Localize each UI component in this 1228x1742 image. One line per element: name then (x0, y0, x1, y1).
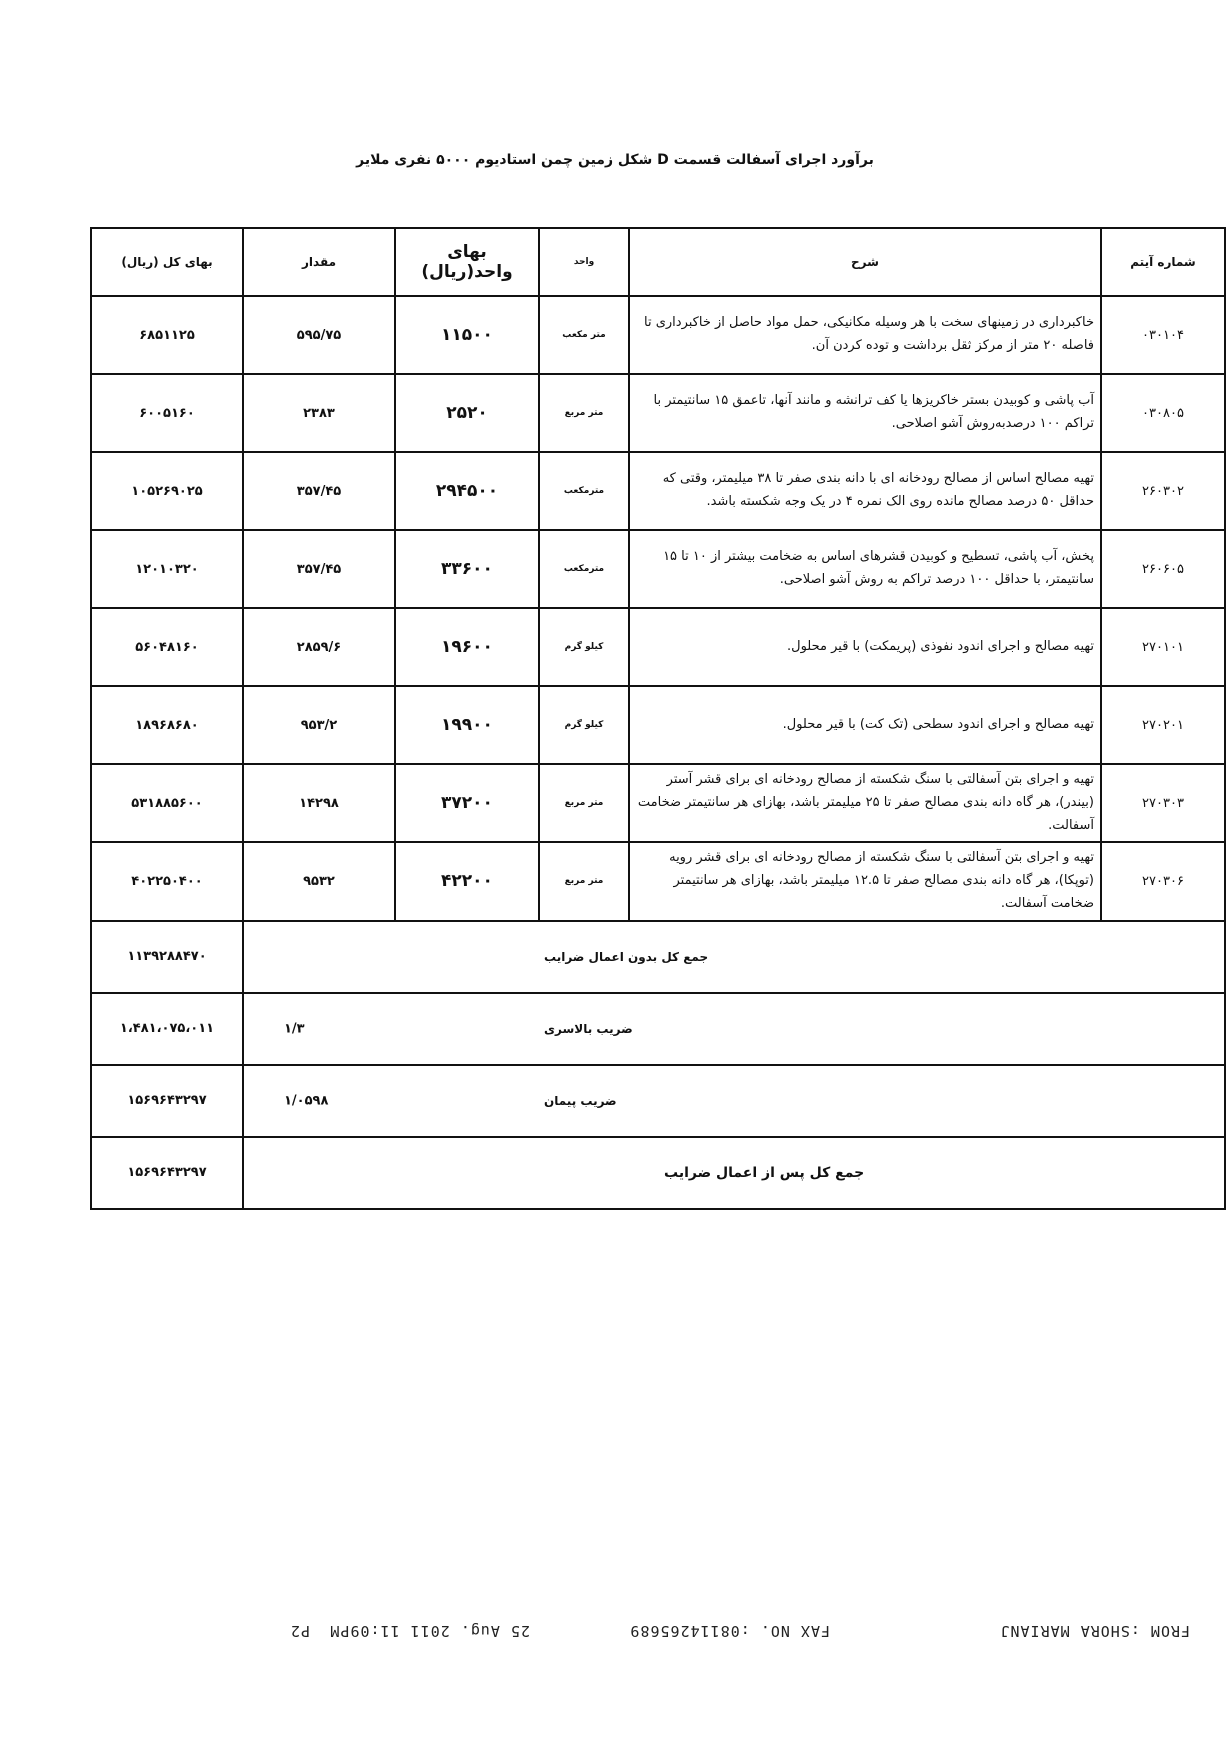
item-unit: کیلو گرم (539, 608, 629, 686)
table-row (91, 764, 1225, 842)
item-quantity: ۲۳۸۳ (243, 374, 395, 452)
item-unit-price: ۳۳۶۰۰ (395, 530, 539, 608)
item-description: پخش، آب پاشی، تسطیح و کوبیدن قشرهای اساس به ضخامت بیشتر از ۱۰ تا ۱۵ سانتیمتر، با حداقل ۱۰۰ درصد تراکم به روش آشو اصلاحی. (629, 530, 1101, 608)
item-description: خاکبرداری در زمینهای سخت با هر وسیله مکانیکی، حمل مواد حاصل از خاکبرداری تا فاصله ۲۰ متر از مرکز ثقل برداشت و توده کردن آن. (629, 296, 1101, 374)
item-unit-price: ۳۷۲۰۰ (395, 764, 539, 842)
item-unit: مترمکعب (539, 530, 629, 608)
item-quantity: ۳۵۷/۴۵ (243, 452, 395, 530)
table-header-row (91, 228, 1225, 296)
header-unit: واحد (539, 228, 629, 296)
summary-row-overhead (91, 993, 1225, 1065)
summary-row-grand-total (91, 1137, 1225, 1209)
summary-label: جمع کل پس از اعمال ضرایب (664, 1164, 865, 1181)
item-total: ۵۳۱۸۸۵۶۰۰ (91, 764, 243, 842)
summary-label-cell (243, 993, 1225, 1065)
item-quantity: ۹۵۳/۲ (243, 686, 395, 764)
fax-datetime: 25 Aug. 2011 11:09PM (329, 1622, 530, 1640)
summary-coefficient: ۱/۳ (284, 1021, 305, 1036)
fax-sender: FROM :SHORA MARIANJ (999, 1622, 1190, 1640)
item-quantity: ۹۵۳۲ (243, 842, 395, 920)
item-total: ۱۰۵۲۶۹۰۲۵ (91, 452, 243, 530)
item-description: آب پاشی و کوبیدن بستر خاکریزها یا کف ترانشه و مانند آنها، تاعمق ۱۵ سانتیمتر با تراکم ۱۰۰ درصدبه‌روش آشو اصلاحی. (629, 374, 1101, 452)
header-unit-price: بهای واحد(ریال) (395, 228, 539, 296)
table-row (91, 842, 1225, 920)
item-unit: کیلو گرم (539, 686, 629, 764)
item-total: ۱۸۹۶۸۶۸۰ (91, 686, 243, 764)
item-code: ۲۶۰۶۰۵ (1101, 530, 1225, 608)
item-unit-price: ۱۱۵۰۰ (395, 296, 539, 374)
item-total: ۶۰۰۵۱۶۰ (91, 374, 243, 452)
summary-label: جمع کل بدون اعمال ضرایب (544, 949, 709, 964)
header-item-code: شماره آیتم (1101, 228, 1225, 296)
estimate-table (90, 227, 1226, 1210)
summary-coefficient: ۱/۰۵۹۸ (284, 1093, 329, 1108)
item-unit-price: ۱۹۹۰۰ (395, 686, 539, 764)
table-row (91, 374, 1225, 452)
summary-total: ۱۱۳۹۲۸۸۴۷۰ (91, 921, 243, 993)
summary-label-cell (243, 1137, 1225, 1209)
item-code: ۲۷۰۳۰۳ (1101, 764, 1225, 842)
summary-label: ضریب بالاسری (544, 1021, 633, 1036)
item-unit-price: ۲۵۲۰ (395, 374, 539, 452)
summary-total: ۱۵۶۹۶۴۳۲۹۷ (91, 1137, 243, 1209)
document-title: برآورد اجرای آسفالت قسمت D شکل زمین چمن استادیوم ۵۰۰۰ نفری ملایر (356, 152, 874, 168)
table-row (91, 686, 1225, 764)
table-row (91, 608, 1225, 686)
item-total: ۵۶۰۴۸۱۶۰ (91, 608, 243, 686)
item-unit-price: ۱۹۶۰۰ (395, 608, 539, 686)
item-description: تهیه و اجرای بتن آسفالتی با سنگ شکسته از مصالح رودخانه ای برای قشر آستر (بیندر)، هر گاه دانه بندی مصالح صفر تا ۲۵ میلیمتر باشد، بهازای هر سانتیمتر ضخامت آسفالت. (629, 764, 1101, 842)
item-unit: مترمکعب (539, 452, 629, 530)
item-description: تهیه مصالح و اجرای اندود نفوذی (پریمکت) با قیر محلول. (629, 608, 1101, 686)
item-description: تهیه مصالح اساس از مصالح رودخانه ای با دانه بندی صفر تا ۳۸ میلیمتر، وقتی که حداقل ۵۰ درصد مصالح مانده روی الک نمره ۴ در یک وجه شکسته باشد. (629, 452, 1101, 530)
item-code: ۲۷۰۱۰۱ (1101, 608, 1225, 686)
summary-label-cell (243, 921, 1225, 993)
item-description: تهیه مصالح و اجرای اندود سطحی (تک کت) با قیر محلول. (629, 686, 1101, 764)
item-code: ۰۳۰۸۰۵ (1101, 374, 1225, 452)
item-code: ۲۶۰۳۰۲ (1101, 452, 1225, 530)
item-unit: متر مکعب (539, 296, 629, 374)
summary-total: ۱،۴۸۱،۰۷۵،۰۱۱ (91, 993, 243, 1065)
summary-label-cell (243, 1065, 1225, 1137)
item-code: ۲۷۰۳۰۶ (1101, 842, 1225, 920)
summary-total: ۱۵۶۹۶۴۳۲۹۷ (91, 1065, 243, 1137)
item-total: ۴۰۲۲۵۰۴۰۰ (91, 842, 243, 920)
table-row (91, 530, 1225, 608)
item-description: تهیه و اجرای بتن آسفالتی با سنگ شکسته از مصالح رودخانه ای برای قشر رویه (توپکا)، هر گاه دانه بندی مصالح صفر تا ۱۲.۵ میلیمتر باشد، بهازای هر سانتیمتر ضخامت آسفالت. (629, 842, 1101, 920)
item-code: ۰۳۰۱۰۴ (1101, 296, 1225, 374)
item-total: ۶۸۵۱۱۲۵ (91, 296, 243, 374)
item-quantity: ۲۸۵۹/۶ (243, 608, 395, 686)
item-unit: متر مربع (539, 764, 629, 842)
item-unit: متر مربع (539, 374, 629, 452)
item-total: ۱۲۰۱۰۳۲۰ (91, 530, 243, 608)
summary-row-subtotal (91, 921, 1225, 993)
table-row (91, 296, 1225, 374)
summary-row-contract (91, 1065, 1225, 1137)
item-quantity: ۱۴۲۹۸ (243, 764, 395, 842)
item-unit: متر مربع (539, 842, 629, 920)
fax-page-number: P2 (289, 1622, 310, 1640)
header-total-price: بهای کل (ریال) (91, 228, 243, 296)
item-quantity: ۵۹۵/۷۵ (243, 296, 395, 374)
table-row (91, 452, 1225, 530)
summary-label: ضریب پیمان (544, 1093, 617, 1108)
fax-number: FAX NO. :08114265689 (629, 1622, 830, 1640)
header-description: شرح (629, 228, 1101, 296)
item-code: ۲۷۰۲۰۱ (1101, 686, 1225, 764)
header-quantity: مقدار (243, 228, 395, 296)
item-unit-price: ۲۹۴۵۰۰ (395, 452, 539, 530)
item-unit-price: ۴۲۲۰۰ (395, 842, 539, 920)
item-quantity: ۳۵۷/۴۵ (243, 530, 395, 608)
